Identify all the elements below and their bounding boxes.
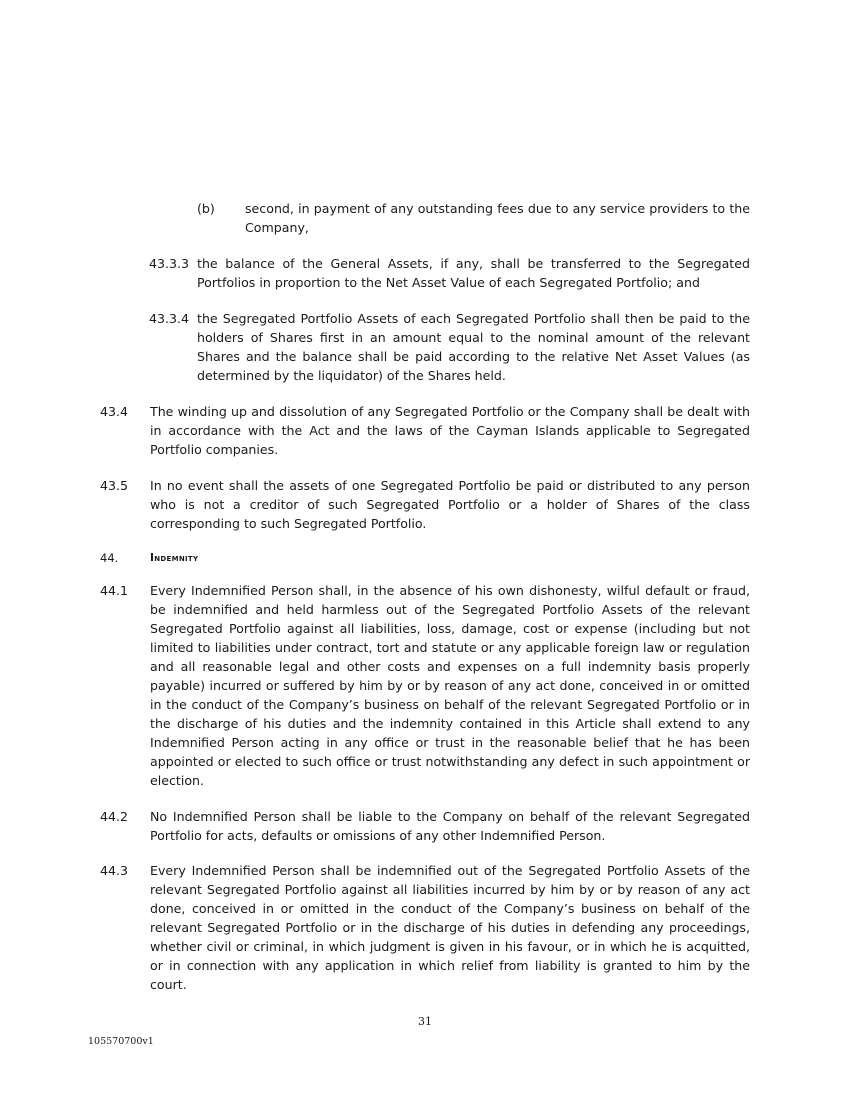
clause-text-43-5: In no event shall the assets of one Segregated Portfolio be paid or distributed to any person who is not a creditor of such Segregated Portfolio or a holder of Shares of the class corresponding to such Segregated Portfolio.: [150, 478, 750, 531]
clause-text-44-2: No Indemnified Person shall be liable to the Company on behalf of the relevant Segregated Portfolio for acts, defaults or omissions of any other Indemnified Person.: [150, 809, 750, 843]
clause-number-43-5: 43.5: [100, 478, 129, 493]
clause-number-44-2: 44.2: [100, 809, 129, 824]
page-number: 31: [418, 1015, 432, 1028]
clause-43-3-3: [149, 254, 750, 292]
clause-number-43-3-3: 43.3.3: [149, 256, 190, 271]
clause-text-43-4: The winding up and dissolution of any Segregated Portfolio or the Company shall be dealt with in accordance with the Act and the laws of the Cayman Islands applicable to Segregated Portfolio companies.: [150, 404, 750, 457]
section-heading-indemnity: Indemnity: [150, 552, 199, 564]
clause-number-43-4: 43.4: [100, 404, 129, 419]
clause-text-44-3: Every Indemnified Person shall be indemnified out of the Segregated Portfolio Assets of the relevant Segregated Portfolio against all liabilities incurred by him by or by reason of any act done, conceived in or omitted in the conduct of the Company’s business on behalf of the relevant Segregated Portfolio or in the discharge of his duties in defending any proceedings, whether civil or criminal, in which judgment is given in his favour, or in which he is acquitted, or in connection with any application in which relief from liability is granted to him by the court.: [150, 863, 750, 992]
clause-number-44-3: 44.3: [100, 863, 129, 878]
clause-text-43-3-4: the Segregated Portfolio Assets of each Segregated Portfolio shall then be paid to the holders of Shares first in an amount equal to the nominal amount of the relevant Shares and the balance shall be paid according to the relative Net Asset Values (as determined by the liquidator) of the Shares held.: [197, 311, 750, 383]
clause-text-43-3-3: the balance of the General Assets, if any, shall be transferred to the Segregated Portfolios in proportion to the Net Asset Value of each Segregated Portfolio; and: [197, 256, 750, 290]
clause-43-3-4: [149, 309, 750, 385]
clause-number-44-1: 44.1: [100, 583, 129, 598]
clause-number-43-3-4: 43.3.4: [149, 311, 190, 326]
clause-label-b: (b): [197, 201, 215, 216]
document-reference: 105570700v1: [88, 1036, 154, 1047]
clause-text-44-1: Every Indemnified Person shall, in the absence of his own dishonesty, wilful default or fraud, be indemnified and held harmless out of the Segregated Portfolio Assets of the relevant Segregated Portfolio against all liabilities, loss, damage, cost or expense (including but not limited to liabilities under contract, tort and statute or any applicable foreign law or regulation and all reasonable legal and other costs and expenses on a full indemnity basis properly payable) incurred or suffered by him by or by reason of any act done, conceived in or omitted in the conduct of the Company’s business on behalf of the relevant Segregated Portfolio or in the discharge of his duties and the indemnity contained in this Article shall extend to any Indemnified Person acting in any office or trust in the reasonable belief that he has been appointed or elected to such office or trust notwithstanding any defect in such appointment or election.: [150, 583, 750, 788]
clause-text-b: second, in payment of any outstanding fees due to any service providers to the Company,: [245, 201, 750, 235]
section-number-44: 44.: [100, 551, 119, 565]
